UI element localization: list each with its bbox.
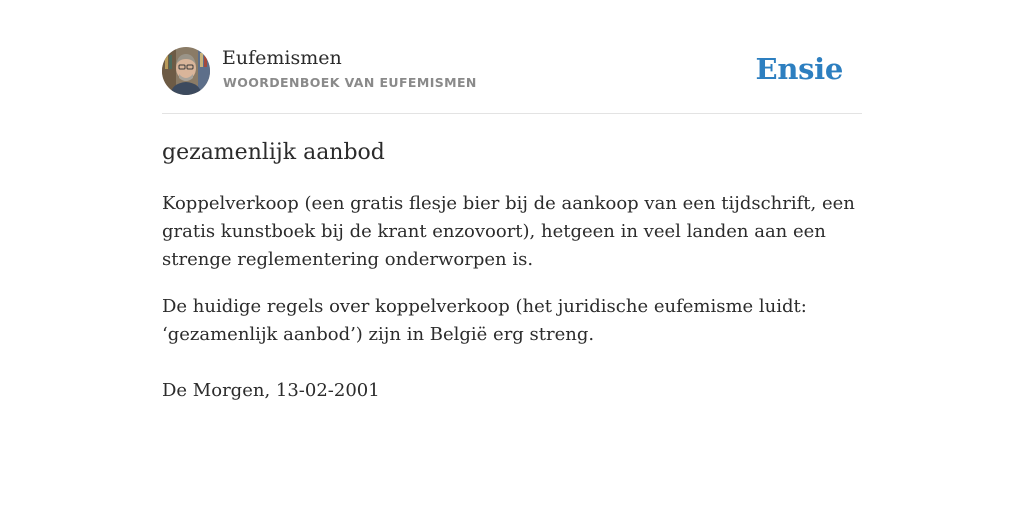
ensie-logo[interactable]: Ensie — [755, 52, 843, 86]
entry-card — [162, 0, 862, 512]
avatar-portrait-icon — [162, 47, 210, 95]
entry-term: gezamenlijk aanbod — [162, 140, 385, 165]
author-avatar[interactable] — [162, 47, 210, 95]
dictionary-header — [162, 46, 862, 96]
dictionary-subtitle[interactable]: WOORDENBOEK VAN EUFEMISMEN — [223, 75, 477, 90]
header-divider — [162, 113, 862, 114]
dictionary-name[interactable]: Eufemismen — [222, 47, 342, 69]
entry-example: De huidige regels over koppelverkoop (het juridische eufemisme luidt: ‘gezamenlijk aanbod’) zijn in België erg streng. — [162, 296, 807, 345]
entry-source: De Morgen, 13-02-2001 — [162, 380, 380, 401]
entry-definition: Koppelverkoop (een gratis flesje bier bij de aankoop van een tijdschrift, een gratis kunstboek bij de krant enzovoort), hetgeen in veel landen aan een strenge reglementering onderworpen is. — [162, 193, 855, 270]
